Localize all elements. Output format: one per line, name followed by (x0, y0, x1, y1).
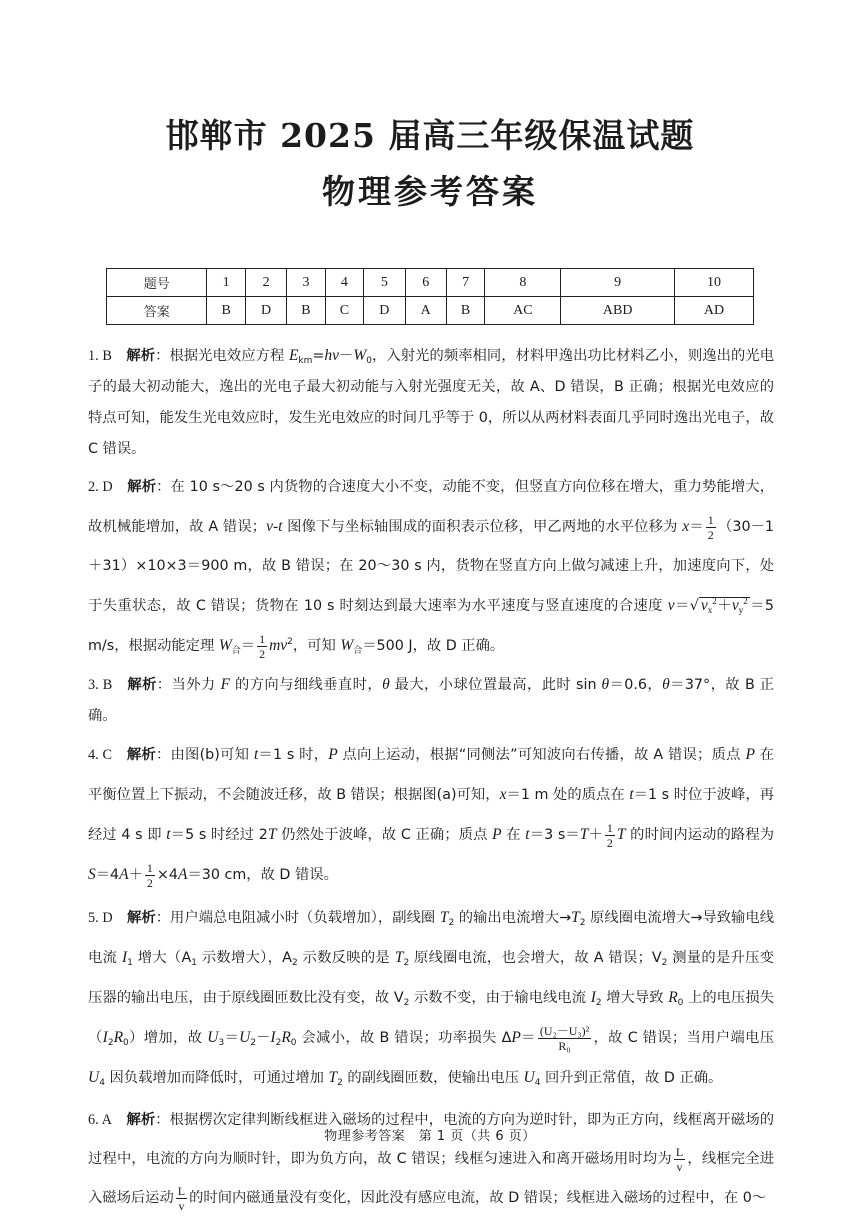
math-var: mv (269, 637, 288, 654)
math-sub: 2 (579, 918, 586, 928)
answer-cell: C (325, 297, 363, 325)
answer-table-answer-row (107, 297, 754, 325)
question-number-cell: 4 (325, 269, 363, 297)
math-var: θ (601, 676, 610, 693)
explanation-text: 仍然处于波峰，故 C 正确；质点 (276, 827, 493, 843)
sqrt-expression (699, 597, 750, 614)
jiexi-label: 解析 (127, 677, 157, 693)
math-sub: 1 (191, 958, 197, 968)
explanation-text: 因负载增加而降低时，可通过增加 (104, 1070, 329, 1086)
math-op: ×4 (156, 867, 178, 883)
explanation-text: 最大，小球位置最高，此时 sin (389, 677, 602, 693)
math-var: T (328, 1069, 338, 1086)
math-var: U (88, 1069, 100, 1086)
math-var: I (102, 1029, 108, 1046)
math-var: t (525, 826, 530, 843)
math-var: U (207, 1029, 219, 1046)
math-var: t (166, 826, 171, 843)
question-head: 3. B (88, 677, 113, 693)
page-title: 邯郸市 2025 届高三年级保温试题 (165, 116, 695, 155)
explanation-q4 (88, 735, 774, 895)
math-sub: 2 (275, 1038, 282, 1048)
fraction-numerator: 1 (146, 860, 153, 875)
math-var: P (492, 826, 502, 843)
math-var: x (682, 518, 690, 535)
jiexi-label: 解析 (126, 1112, 156, 1128)
math-sub: 合 (353, 646, 363, 656)
math-op: ＋ (588, 827, 603, 843)
math-sub: 0 (290, 1038, 297, 1048)
fraction-denominator: v (178, 1198, 185, 1213)
math-var: I (270, 1029, 276, 1046)
fraction-denominator: 2 (707, 527, 714, 542)
explanation-text: 上的电压损失（ (88, 990, 775, 1046)
explanation-text: 点向上运动，根据“同侧法”可知波向右传播，故 A 错误；质点 (337, 747, 746, 763)
explanation-text: ＝30 cm，故 D 错误。 (187, 867, 338, 883)
question-head: 4. C (88, 747, 113, 763)
answer-cell: B (287, 297, 325, 325)
explanation-text: ＝5 s 时经过 2 (170, 827, 268, 843)
math-op: ＝√ (674, 598, 699, 614)
fraction-denominator: 2 (259, 646, 266, 661)
math-op: ＝ (224, 1030, 240, 1046)
math-op: = (312, 348, 325, 364)
fraction-numerator: L (177, 1183, 186, 1198)
explanation-text: 示数反映的是 (297, 950, 395, 966)
math-op: － (339, 348, 354, 364)
math-op: ＝4 (95, 867, 120, 883)
math-var: T (579, 826, 589, 843)
explanation-text: 的时间内运动的路程为 (625, 827, 775, 843)
explanation-text: ＝5 m/s，根据动能定理 (88, 598, 774, 654)
explanation-text: 增大导致 (601, 990, 669, 1006)
explanation-text: ＝0.6， (609, 677, 663, 693)
math-var: A (119, 866, 129, 883)
math-var: hν (324, 347, 340, 364)
explanation-text: ，线框完全进入磁场后运动 (88, 1151, 775, 1206)
fraction-denominator: 2 (146, 875, 153, 890)
question-number-cell: 6 (405, 269, 446, 297)
explanation-text: ，入射光的频率相同，材料甲逸出功比材料乙小，则逸出的光电子的最大初动能大，逸出的光电子最大初动能与入射光强度无关，故 A、D 错误，B 正确；根据光电效应的特点可知，能发生光电效应时，发生光电效应的时间几乎等于 0，所以从两材料表面几乎同时逸出光电子，故 C 错误。 (88, 348, 775, 457)
answer-cell: AD (674, 297, 753, 325)
explanation-q3 (88, 669, 774, 732)
math-sub: 3 (218, 1038, 225, 1048)
question-number-cell: 10 (674, 269, 753, 297)
explanation-q6 (88, 1101, 774, 1218)
question-head: 1. B (88, 348, 112, 364)
explanation-text: ）增加，故 (128, 1030, 208, 1046)
math-op: ＝ (520, 1030, 536, 1046)
explanation-text: ＝3 s＝ (529, 827, 580, 843)
math-op: ＝ (689, 519, 704, 535)
fraction (538, 1024, 591, 1053)
question-number-cell: 7 (446, 269, 484, 297)
fraction (257, 632, 267, 661)
explanation-text: 原线圈电流，也会增大，故 A 错误；V (409, 950, 662, 966)
fraction-numerator: 1 (259, 631, 266, 646)
explanation-text: 测量的是升压变压器的输出电压，由于原线圈匝数比没有变，故 V (88, 950, 774, 1006)
row-label-question-number: 题号 (107, 269, 207, 297)
explanation-text: 的输出电流增大→ (454, 910, 572, 926)
math-op: ＝ (240, 638, 256, 654)
fraction (674, 1145, 685, 1174)
row-label-answer: 答案 (107, 297, 207, 325)
answer-table-header-row (107, 269, 754, 297)
math-var: U (239, 1029, 251, 1046)
explanation-text: ：根据楞次定律判断线框进入磁场的过程中，电流的方向为逆时针，即为正方向，线框离开磁场的过程中，电流的方向为顺时针，即为负方向，故 C 错误；线框匀速进入和离开磁场用时均为 (88, 1112, 775, 1167)
jiexi-label: 解析 (127, 479, 157, 495)
math-sub: 2 (403, 998, 410, 1008)
math-sub: 2 (291, 958, 298, 968)
math-var: U (523, 1069, 535, 1086)
answer-cell: D (245, 297, 286, 325)
math-var: I (590, 989, 596, 1006)
math-var: x (499, 786, 507, 803)
question-number-cell: 9 (561, 269, 675, 297)
answer-table (106, 268, 754, 325)
explanation-text: ：根据光电效应方程 (155, 348, 289, 364)
math-var: P (745, 746, 755, 763)
page-footer: 物理参考答案 第 1 页（共 6 页） (324, 1129, 536, 1144)
math-var: t (253, 746, 259, 763)
math-var: θ (662, 676, 670, 693)
math-var: θ (382, 676, 390, 693)
math-sup: 2 (287, 637, 293, 647)
explanation-text: 示数不变，由于输电线电流 (409, 990, 591, 1006)
math-sub: x (707, 605, 713, 615)
explanation-text: 示数增大），A (197, 950, 292, 966)
explanation-text: 图像下与坐标轴围成的面积表示位移，甲乙两地的水平位移为 (282, 519, 683, 535)
math-op: － (256, 1030, 271, 1046)
math-var: S (88, 866, 96, 883)
fraction-numerator: L (675, 1144, 684, 1159)
question-number-cell: 2 (245, 269, 286, 297)
question-number-cell: 5 (364, 269, 405, 297)
math-var: A (178, 866, 188, 883)
math-var: P (328, 746, 338, 763)
question-number-cell: 3 (287, 269, 325, 297)
math-var: E (288, 347, 299, 364)
math-var: T (616, 826, 626, 843)
question-number-cell: 8 (485, 269, 561, 297)
math-sub: 2 (107, 1038, 114, 1048)
explanation-text: 在平衡位置上下振动，不会随波迁移，故 B 错误；根据图(a)可知， (88, 747, 775, 803)
math-var: T (267, 826, 277, 843)
explanation-text: 增大（A (132, 950, 192, 966)
math-sub: 0 (677, 998, 684, 1008)
fraction-denominator: R₀ (558, 1038, 571, 1053)
jiexi-label: 解析 (126, 747, 156, 763)
math-var: F (220, 676, 231, 693)
explanation-text: ＝37°，故 B 正确。 (88, 677, 775, 724)
question-head: 6. A (88, 1112, 112, 1128)
fraction-denominator: v (676, 1159, 683, 1174)
explanation-text: （30－1＋31）×10×3＝900 m，故 B 错误；在 20～30 s 内，货物在竖直方向上做匀减速上升，加速度向下，处于失重状态，故 C 错误；货物在 10 s 时刻达到最大速率为水平速度与竖直速度的合速度 (88, 519, 775, 614)
answer-cell: D (364, 297, 405, 325)
math-var: v (700, 597, 708, 614)
math-var: R (281, 1029, 291, 1046)
explanation-text: 在 (501, 827, 526, 843)
explanation-text: ＝1 m 处的质点在 (506, 787, 630, 803)
explanation-text: ：用户端总电阻减小时（负载增加），副线圈 (155, 910, 440, 926)
math-sub: 2 (661, 958, 668, 968)
question-head: 5. D (88, 910, 113, 926)
math-sub: 2 (403, 958, 410, 968)
math-var: T (571, 909, 580, 926)
fraction-numerator: (U₂－U₃)² (539, 1023, 590, 1038)
math-var: W (340, 637, 354, 654)
math-var: R (113, 1029, 124, 1046)
fraction-numerator: 1 (606, 820, 613, 835)
explanation-text: 的方向与细线垂直时， (230, 677, 383, 693)
math-var: I (122, 949, 128, 966)
explanation-text: ，可知 (292, 638, 341, 654)
explanation-text: ：在 10 s～20 s 内货物的合速度大小不变，动能不变，但竖直方向位移在增大，重力势能增大，故机械能增加，故 A 错误； (88, 479, 775, 535)
jiexi-label: 解析 (127, 910, 156, 926)
explanation-text: 回升到正常值，故 D 正确。 (540, 1070, 723, 1086)
explanation-text: ＝500 J，故 D 正确。 (362, 638, 505, 654)
math-var: W (218, 637, 232, 654)
fraction (176, 1184, 187, 1213)
math-sub: 4 (534, 1078, 541, 1088)
math-op: ＋ (128, 867, 143, 883)
math-var: T (394, 949, 404, 966)
math-var: v (667, 597, 675, 614)
explanations (88, 340, 774, 1221)
explanation-text: ：当外力 (156, 677, 221, 693)
explanation-q1 (88, 340, 774, 465)
jiexi-label: 解析 (126, 348, 156, 364)
explanation-text: ，故 C 错误；当用户端电压 (593, 1030, 775, 1046)
explanation-text: 会减小，故 B 错误；功率损失 Δ (296, 1030, 512, 1046)
math-var: v-t (266, 518, 283, 535)
math-sub: 0 (366, 356, 372, 366)
explanation-q5 (88, 898, 774, 1098)
math-var: P (511, 1029, 521, 1046)
answer-cell: AC (485, 297, 561, 325)
math-var: t (629, 786, 634, 803)
math-sub: 2 (337, 1078, 343, 1088)
math-sub: y (738, 605, 744, 615)
explanation-text: 的副线圈匝数，使输出电压 (342, 1070, 524, 1086)
math-var: T (439, 909, 449, 926)
math-sub: 2 (250, 1038, 257, 1048)
math-var: W (353, 347, 367, 364)
explanation-text: ＝1 s 时位于波峰，再经过 4 s 即 (88, 787, 775, 843)
math-sup: 2 (712, 596, 717, 606)
question-number-cell: 1 (207, 269, 245, 297)
explanation-text: 的时间内磁通量没有变化，因此没有感应电流，故 D 错误；线框进入磁场的过程中，在 0～ (189, 1190, 767, 1206)
answer-cell: B (446, 297, 484, 325)
math-sub: 1 (127, 958, 133, 968)
answer-cell: A (405, 297, 446, 325)
page-subtitle: 物理参考答案 (322, 172, 538, 211)
math-sub: 2 (595, 998, 602, 1008)
question-head: 2. D (88, 479, 113, 495)
fraction (605, 821, 615, 850)
fraction (706, 513, 716, 542)
fraction-numerator: 1 (707, 512, 714, 527)
answer-cell: ABD (561, 297, 675, 325)
math-sup: 2 (743, 596, 748, 606)
explanation-text: ＝1 s 时， (258, 747, 329, 763)
fraction-denominator: 2 (606, 835, 613, 850)
math-op: ＋ (716, 598, 732, 614)
answer-cell: B (207, 297, 245, 325)
math-sub: 合 (231, 646, 241, 656)
math-sub: 2 (448, 918, 455, 928)
math-sub: 4 (99, 1078, 105, 1088)
explanation-text: 原线圈电流增大→导致输电线电流 (88, 910, 775, 966)
math-sub: 0 (123, 1038, 129, 1048)
math-var: R (668, 989, 678, 1006)
explanation-text: ：由图(b)可知 (155, 747, 254, 763)
math-sub: km (298, 356, 313, 366)
fraction (145, 861, 155, 890)
math-var: v (731, 597, 739, 614)
explanation-q2 (88, 468, 774, 666)
